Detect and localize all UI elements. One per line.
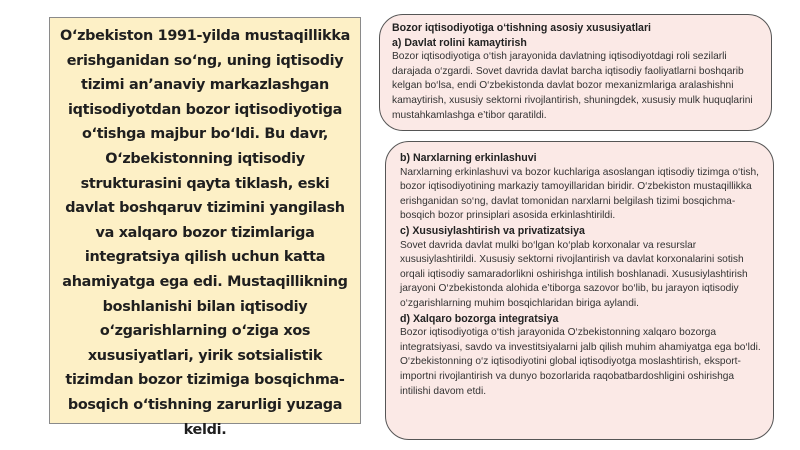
- market-economy-features-card: [379, 14, 772, 131]
- section-a-text: Bozor iqtisodiyotiga o‘tish jarayonida davlatning iqtisodiyotdagi roli sezilarli darajada o‘zgardi. Sovet davrida davlat barcha iqtisodiy faoliyatlarni boshqarib kelgan bo‘lsa, endi O‘zbekistonda davlat bozor mexanizmlariga aralashishni kamaytirish, xususiy sektorni rivojlantirish, shuningdek, xususiy mulk huquqlarini mustahkamlashga e’tibor qaratildi.: [392, 51, 753, 121]
- economic-reforms-card: [385, 141, 774, 440]
- intro-paragraph: O‘zbekiston 1991-yilda mustaqillikka erishganidan so‘ng, uning iqtisodiy tizimi an’anaviy markazlashgan iqtisodiyotdan bozor iqtisodiyotiga o‘tishga majbur bo‘ldi. Bu davr, O‘zbekistonning iqtisodiy strukturasini qayta tiklash, eski davlat boshqaruv tizimini yangilash va xalqaro bozor tizimlariga integratsiya qilish uchun katta ahamiyatga ega edi. Mustaqillikning boshlanishi bilan iqtisodiy o‘zgarishlarning o‘ziga xos xususiyatlari, yirik sotsialistik tizimdan bozor tizimiga bosqichma-bosqich o‘tishning zarurligi yuzaga keldi.: [60, 28, 350, 438]
- section-d-heading: d) Xalqaro bozorga integratsiya: [400, 312, 559, 325]
- section-b-text: Narxlarning erkinlashuvi va bozor kuchlariga asoslangan iqtisodiy tizimga o‘tish, bozor iqtisodiyotining markaziy tamoyillaridan biridir. O‘zbekiston mustaqillikka erishganidan so‘ng, davlat tomonidan narxlarni belgilash tizimi bosqichma-bosqich bozor prinsiplari asosida erkinlashtirildi.: [400, 166, 760, 222]
- section-c-heading: c) Xususiylashtirish va privatizatsiya: [400, 224, 585, 237]
- section-d-text: Bozor iqtisodiyotiga o‘tish jarayonida O‘zbekistonning xalqaro bozorga integratsiyasi, savdo va investitsiyalarni jalb qilish muhim ahamiyatga ega bo‘ldi. O‘zbekistonning o‘z iqtisodiyotini global iqtisodiyotga moslashtirish, eksport-importni rivojlantirish va dunyo bozorlarida raqobatbardoshligini oshirishga intilishi davom etdi.: [400, 327, 761, 397]
- section-b-heading: b) Narxlarning erkinlashuvi: [400, 152, 537, 164]
- section-a-heading: a) Davlat rolini kamaytirish: [392, 36, 527, 49]
- intro-text-panel: [49, 17, 361, 438]
- card-title: Bozor iqtisodiyotiga o‘tishning asosiy xususiyatlari: [392, 22, 652, 34]
- section-c-text: Sovet davrida davlat mulki bo‘lgan ko‘plab korxonalar va resurslar xususiylashtirildi. Xususiy sektorni rivojlantirish va davlat korxonalarini sotish orqali iqtisodiy samaradorlikni oshirishga intilish boshlanadi. Xususiylashtirish jarayoni O‘zbekistonda alohida e’tiborga sazovor bo‘lib, bu jarayon iqtisodiy o‘zgarishlarning muhim bosqichlaridan biriga aylandi.: [400, 239, 748, 309]
